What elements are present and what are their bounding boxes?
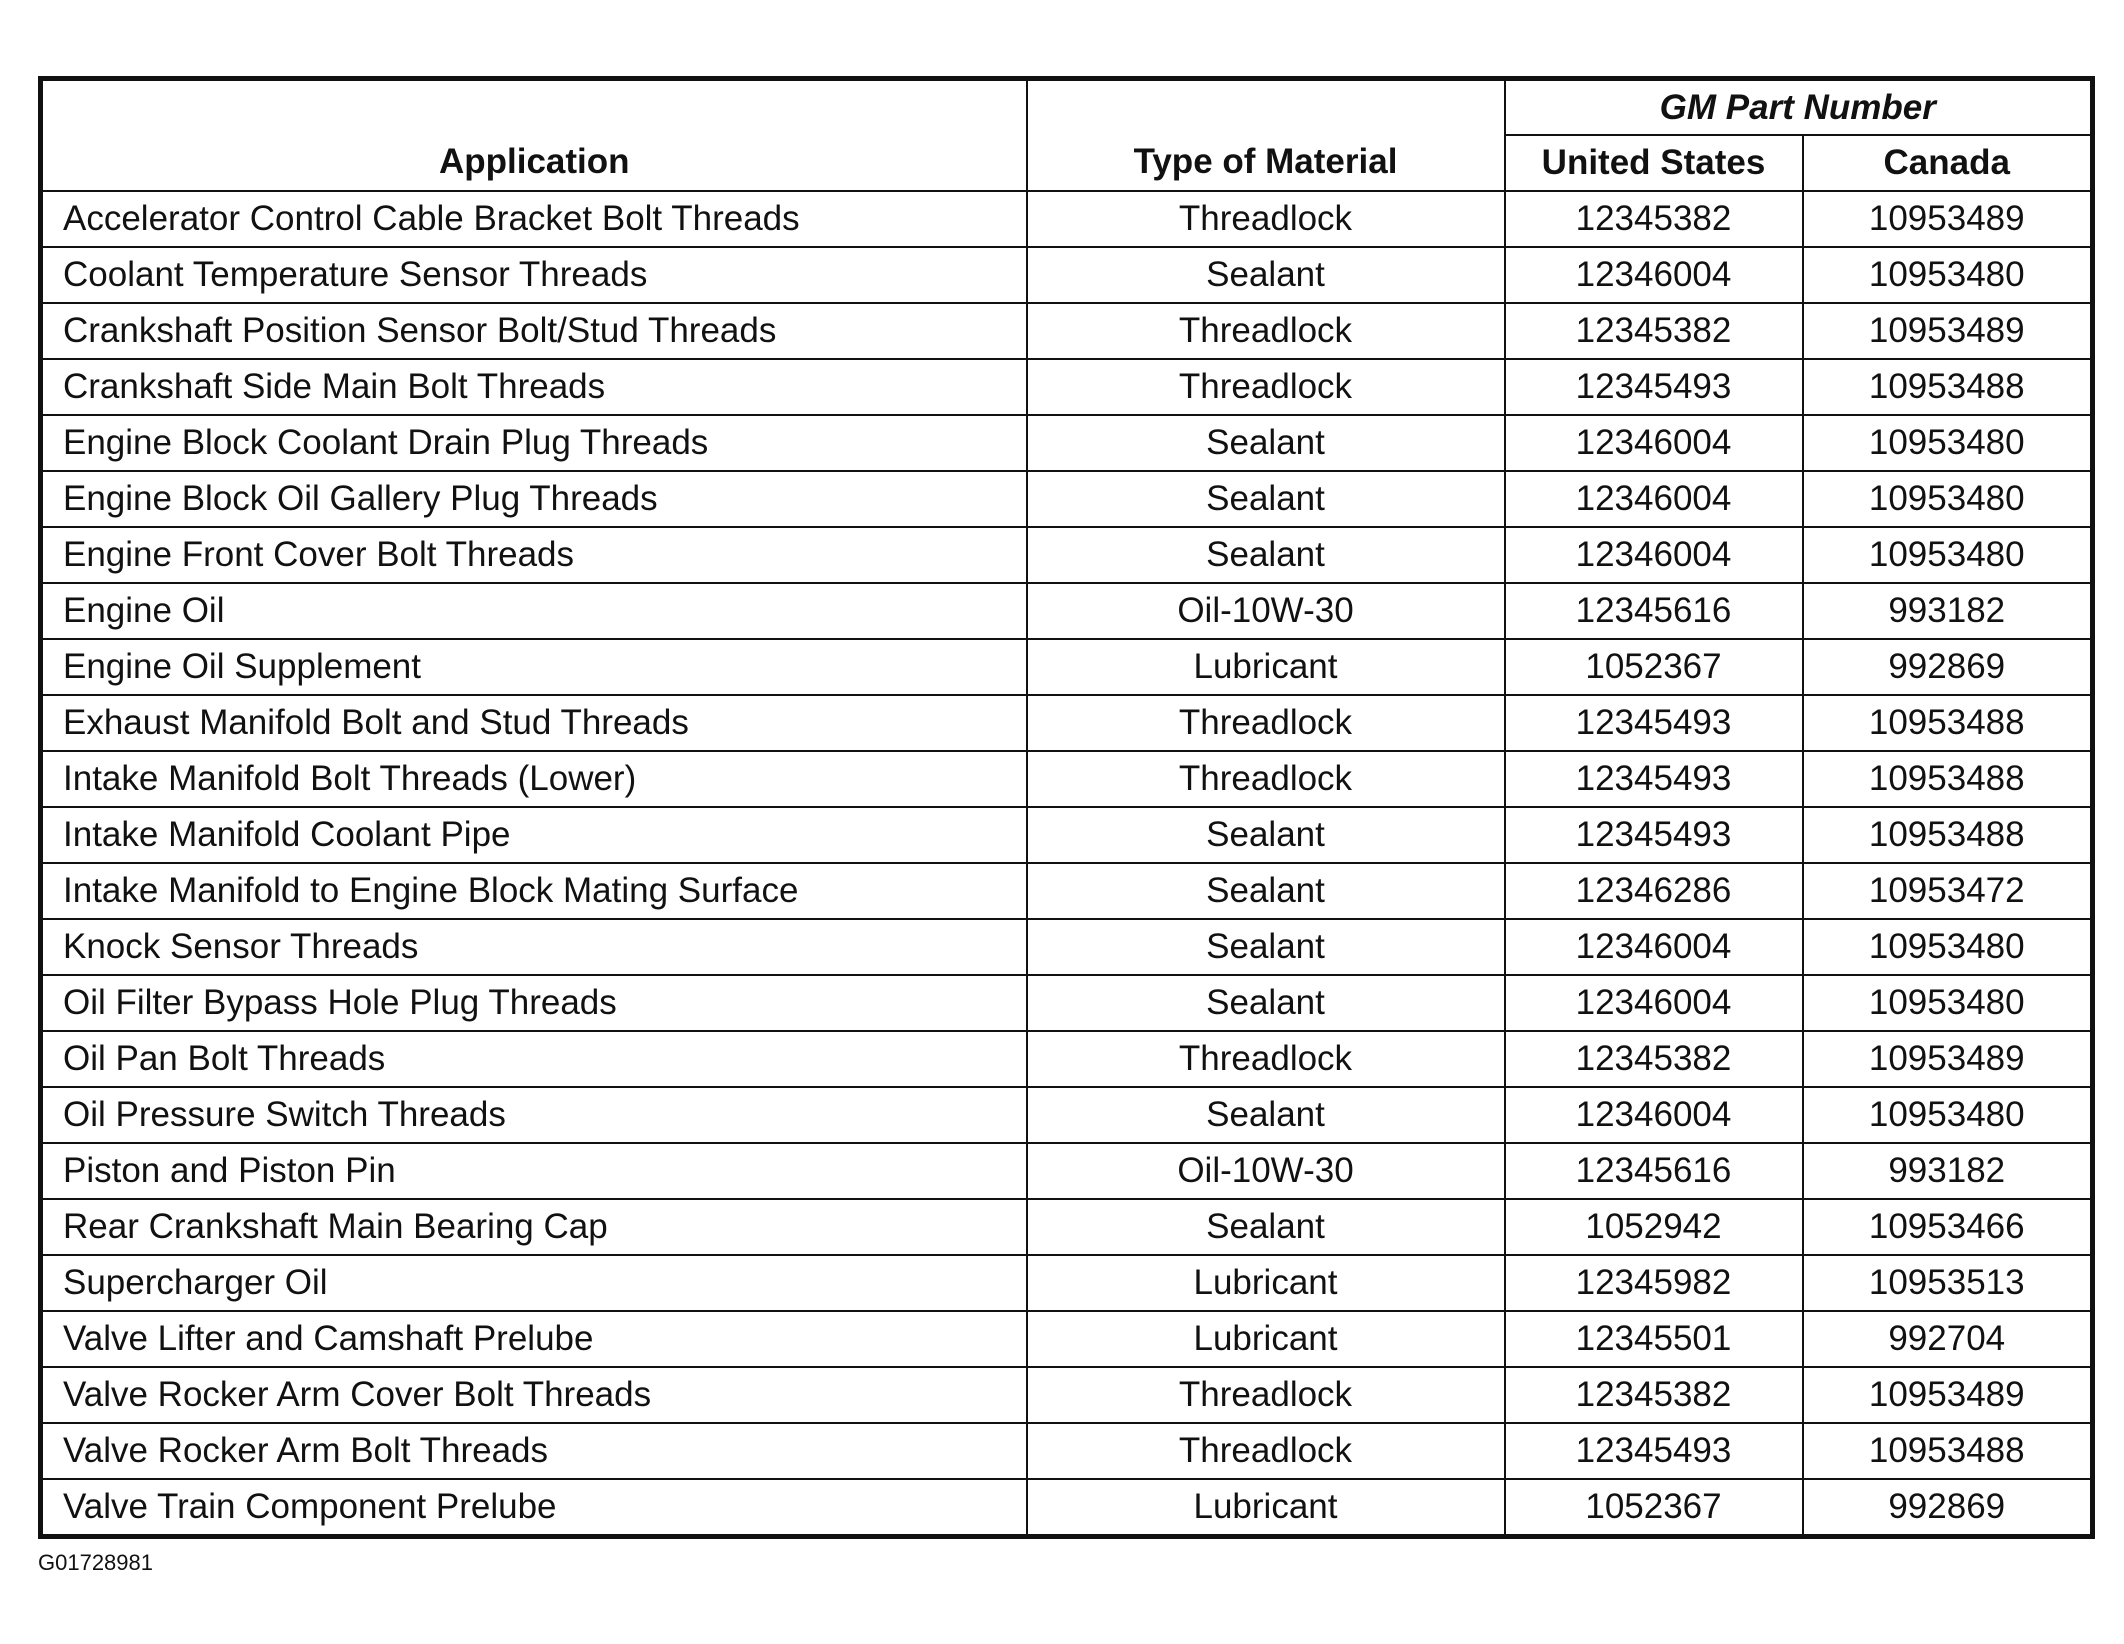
cell-type-of-material: Sealant — [1027, 247, 1505, 303]
table-row — [41, 191, 2093, 247]
cell-type-of-material: Threadlock — [1027, 1423, 1505, 1479]
cell-canada-part-number: 10953489 — [1803, 303, 2093, 359]
cell-us-part-number: 12345382 — [1505, 191, 1803, 247]
cell-type-of-material: Threadlock — [1027, 191, 1505, 247]
adhesives-fluids-table — [38, 76, 2095, 1539]
cell-application: Valve Rocker Arm Cover Bolt Threads — [41, 1367, 1027, 1423]
cell-application: Coolant Temperature Sensor Threads — [41, 247, 1027, 303]
cell-application: Intake Manifold Bolt Threads (Lower) — [41, 751, 1027, 807]
cell-canada-part-number: 10953488 — [1803, 1423, 2093, 1479]
cell-us-part-number: 12346004 — [1505, 247, 1803, 303]
table-row — [41, 1031, 2093, 1087]
table-row — [41, 583, 2093, 639]
cell-canada-part-number: 10953488 — [1803, 807, 2093, 863]
cell-application: Supercharger Oil — [41, 1255, 1027, 1311]
cell-canada-part-number: 992869 — [1803, 639, 2093, 695]
cell-type-of-material: Threadlock — [1027, 303, 1505, 359]
cell-type-of-material: Sealant — [1027, 807, 1505, 863]
cell-canada-part-number: 992704 — [1803, 1311, 2093, 1367]
cell-type-of-material: Sealant — [1027, 471, 1505, 527]
cell-us-part-number: 12345493 — [1505, 807, 1803, 863]
table-row — [41, 975, 2093, 1031]
table-row — [41, 1143, 2093, 1199]
cell-us-part-number: 1052367 — [1505, 639, 1803, 695]
cell-us-part-number: 12345501 — [1505, 1311, 1803, 1367]
cell-type-of-material: Threadlock — [1027, 695, 1505, 751]
cell-canada-part-number: 10953513 — [1803, 1255, 2093, 1311]
figure-id: G01728981 — [38, 1550, 153, 1575]
cell-canada-part-number: 10953488 — [1803, 359, 2093, 415]
table-row — [41, 415, 2093, 471]
cell-canada-part-number: 10953480 — [1803, 975, 2093, 1031]
cell-us-part-number: 12345493 — [1505, 751, 1803, 807]
cell-application: Crankshaft Position Sensor Bolt/Stud Threads — [41, 303, 1027, 359]
cell-type-of-material: Lubricant — [1027, 1311, 1505, 1367]
table-row — [41, 1255, 2093, 1311]
table-row — [41, 807, 2093, 863]
cell-type-of-material: Sealant — [1027, 527, 1505, 583]
cell-canada-part-number: 10953480 — [1803, 247, 2093, 303]
cell-application: Valve Train Component Prelube — [41, 1479, 1027, 1537]
cell-us-part-number: 1052942 — [1505, 1199, 1803, 1255]
table-row — [41, 1311, 2093, 1367]
cell-type-of-material: Threadlock — [1027, 1031, 1505, 1087]
cell-type-of-material: Lubricant — [1027, 1479, 1505, 1537]
cell-canada-part-number: 993182 — [1803, 583, 2093, 639]
cell-us-part-number: 12346286 — [1505, 863, 1803, 919]
cell-application: Rear Crankshaft Main Bearing Cap — [41, 1199, 1027, 1255]
cell-application: Crankshaft Side Main Bolt Threads — [41, 359, 1027, 415]
cell-type-of-material: Threadlock — [1027, 359, 1505, 415]
cell-application: Intake Manifold Coolant Pipe — [41, 807, 1027, 863]
table-body — [41, 191, 2093, 1537]
cell-us-part-number: 12346004 — [1505, 919, 1803, 975]
cell-canada-part-number: 10953489 — [1803, 191, 2093, 247]
cell-type-of-material: Sealant — [1027, 1199, 1505, 1255]
table-row — [41, 863, 2093, 919]
cell-canada-part-number: 10953480 — [1803, 1087, 2093, 1143]
cell-us-part-number: 12345493 — [1505, 695, 1803, 751]
table-row — [41, 1367, 2093, 1423]
cell-type-of-material: Sealant — [1027, 863, 1505, 919]
cell-canada-part-number: 10953472 — [1803, 863, 2093, 919]
table-row — [41, 639, 2093, 695]
cell-type-of-material: Oil-10W-30 — [1027, 583, 1505, 639]
table-row — [41, 1199, 2093, 1255]
cell-type-of-material: Lubricant — [1027, 1255, 1505, 1311]
cell-application: Exhaust Manifold Bolt and Stud Threads — [41, 695, 1027, 751]
cell-application: Piston and Piston Pin — [41, 1143, 1027, 1199]
cell-type-of-material: Threadlock — [1027, 751, 1505, 807]
header-gm-part-number: GM Part Number — [1505, 79, 2093, 136]
header-united-states: United States — [1505, 135, 1803, 191]
cell-us-part-number: 12346004 — [1505, 471, 1803, 527]
table-row — [41, 247, 2093, 303]
cell-us-part-number: 12346004 — [1505, 1087, 1803, 1143]
table-row — [41, 359, 2093, 415]
header-application: Application — [41, 79, 1027, 192]
cell-type-of-material: Sealant — [1027, 1087, 1505, 1143]
cell-canada-part-number: 10953466 — [1803, 1199, 2093, 1255]
cell-us-part-number: 12346004 — [1505, 975, 1803, 1031]
cell-application: Oil Pressure Switch Threads — [41, 1087, 1027, 1143]
cell-canada-part-number: 10953489 — [1803, 1367, 2093, 1423]
cell-us-part-number: 12345382 — [1505, 303, 1803, 359]
table-row — [41, 919, 2093, 975]
cell-type-of-material: Oil-10W-30 — [1027, 1143, 1505, 1199]
cell-canada-part-number: 10953489 — [1803, 1031, 2093, 1087]
cell-canada-part-number: 10953480 — [1803, 527, 2093, 583]
cell-canada-part-number: 10953488 — [1803, 751, 2093, 807]
cell-canada-part-number: 10953480 — [1803, 919, 2093, 975]
cell-us-part-number: 12345493 — [1505, 359, 1803, 415]
cell-us-part-number: 12345982 — [1505, 1255, 1803, 1311]
header-type-of-material: Type of Material — [1027, 79, 1505, 192]
cell-application: Accelerator Control Cable Bracket Bolt Threads — [41, 191, 1027, 247]
cell-type-of-material: Lubricant — [1027, 639, 1505, 695]
cell-application: Valve Lifter and Camshaft Prelube — [41, 1311, 1027, 1367]
table-row — [41, 471, 2093, 527]
table-row — [41, 1479, 2093, 1537]
cell-canada-part-number: 993182 — [1803, 1143, 2093, 1199]
cell-us-part-number: 12345616 — [1505, 583, 1803, 639]
cell-us-part-number: 12346004 — [1505, 415, 1803, 471]
cell-canada-part-number: 10953488 — [1803, 695, 2093, 751]
cell-application: Engine Block Oil Gallery Plug Threads — [41, 471, 1027, 527]
cell-us-part-number: 12345382 — [1505, 1031, 1803, 1087]
cell-type-of-material: Sealant — [1027, 415, 1505, 471]
header-canada: Canada — [1803, 135, 2093, 191]
table-row — [41, 303, 2093, 359]
cell-application: Intake Manifold to Engine Block Mating Surface — [41, 863, 1027, 919]
cell-canada-part-number: 10953480 — [1803, 415, 2093, 471]
cell-type-of-material: Sealant — [1027, 975, 1505, 1031]
cell-canada-part-number: 992869 — [1803, 1479, 2093, 1537]
cell-us-part-number: 12345616 — [1505, 1143, 1803, 1199]
cell-application: Valve Rocker Arm Bolt Threads — [41, 1423, 1027, 1479]
cell-application: Engine Oil — [41, 583, 1027, 639]
cell-application: Engine Oil Supplement — [41, 639, 1027, 695]
cell-us-part-number: 12346004 — [1505, 527, 1803, 583]
table-row — [41, 1423, 2093, 1479]
cell-application: Engine Front Cover Bolt Threads — [41, 527, 1027, 583]
table-row — [41, 695, 2093, 751]
cell-type-of-material: Sealant — [1027, 919, 1505, 975]
cell-application: Oil Pan Bolt Threads — [41, 1031, 1027, 1087]
cell-us-part-number: 12345382 — [1505, 1367, 1803, 1423]
cell-type-of-material: Threadlock — [1027, 1367, 1505, 1423]
table-row — [41, 1087, 2093, 1143]
cell-us-part-number: 1052367 — [1505, 1479, 1803, 1537]
table-row — [41, 527, 2093, 583]
cell-us-part-number: 12345493 — [1505, 1423, 1803, 1479]
table-row — [41, 751, 2093, 807]
cell-application: Engine Block Coolant Drain Plug Threads — [41, 415, 1027, 471]
cell-canada-part-number: 10953480 — [1803, 471, 2093, 527]
cell-application: Oil Filter Bypass Hole Plug Threads — [41, 975, 1027, 1031]
cell-application: Knock Sensor Threads — [41, 919, 1027, 975]
